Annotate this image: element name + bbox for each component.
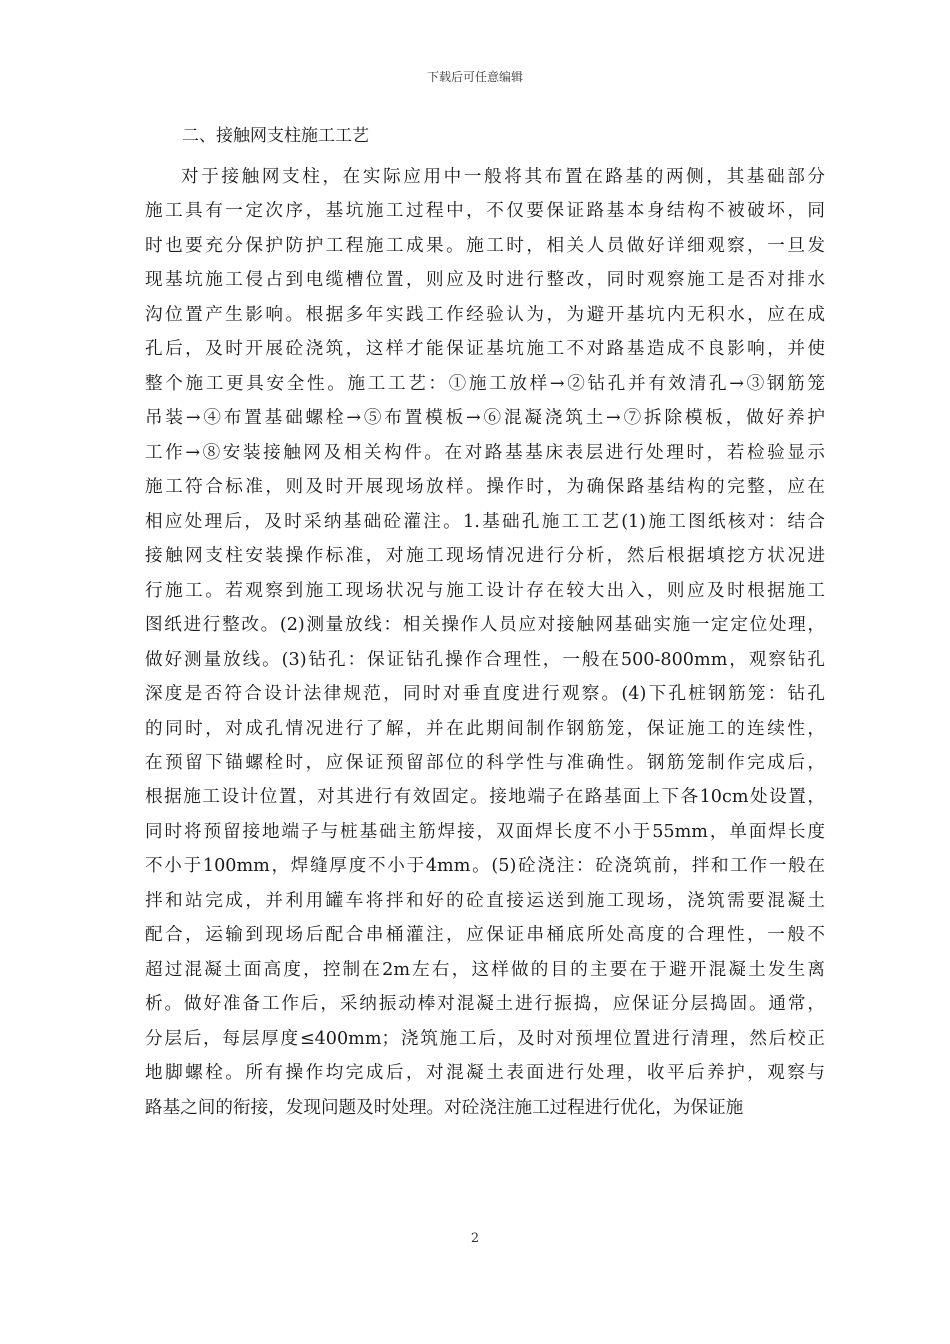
body-line: 超过混凝土面高度，控制在2m左右，这样做的目的主要在于避开混凝土发生离 <box>145 959 825 980</box>
body-line: 孔后，及时开展砼浇筑，这样才能保证基坑施工不对路基造成不良影响，并使 <box>145 339 825 360</box>
page-number: 2 <box>470 1231 480 1246</box>
body-paragraph <box>145 160 825 1125</box>
body-line: 吊装→④布置基础螺栓→⑤布置模板→⑥混凝浇筑土→⑦拆除模板，做好养护 <box>145 408 825 429</box>
body-line: 时也要充分保护防护工程施工成果。施工时，相关人员做好详细观察，一旦发 <box>145 235 825 256</box>
body-line: 配合，运输到现场后配合串桶灌注，应保证串桶底所处高度的合理性，一般不 <box>145 925 825 946</box>
body-line: 沟位置产生影响。根据多年实践工作经验认为，为避开基坑内无积水，应在成 <box>145 304 825 325</box>
body-line: 图纸进行整改。(2)测量放线：相关操作人员应对接触网基础实施一定定位处理， <box>145 615 825 636</box>
body-line: 做好测量放线。(3)钻孔：保证钻孔操作合理性，一般在500-800mm，观察钻孔 <box>145 649 825 670</box>
body-line: 地脚螺栓。所有操作均完成后，对混凝土表面进行处理，收平后养护，观察与 <box>145 1063 825 1084</box>
body-line: 路基之间的衔接，发现问题及时处理。对砼浇注施工过程进行优化，为保证施 <box>145 1097 744 1118</box>
body-line: 同时将预留接地端子与桩基础主筋焊接，双面焊长度不小于55mm，单面焊长度 <box>145 821 825 842</box>
body-line: 在预留下锚螺栓时，应保证预留部位的科学性与准确性。钢筋笼制作完成后， <box>145 752 825 773</box>
body-line: 拌和站完成，并利用罐车将拌和好的砼直接运送到施工现场，浇筑需要混凝土 <box>145 890 825 911</box>
body-line: 对于接触网支柱，在实际应用中一般将其布置在路基的两侧，其基础部分 <box>181 167 825 187</box>
body-line: 行施工。若观察到施工现场状况与施工设计存在较大出入，则应及时根据施工 <box>145 580 825 601</box>
body-line: 不小于100mm，焊缝厚度不小于4mm。(5)砼浇注：砼浇筑前，拌和工作一般在 <box>145 856 825 877</box>
section-heading: 二、接触网支柱施工工艺 <box>182 126 369 146</box>
body-line: 施工具有一定次序，基坑施工过程中，不仅要保证路基本身结构不被破坏，同 <box>145 201 825 222</box>
body-line: 析。做好准备工作后，采纳振动棒对混凝土进行振捣，应保证分层捣固。通常， <box>145 994 825 1015</box>
body-line: 根据施工设计位置，对其进行有效固定。接地端子在路基面上下各10cm处设置， <box>145 787 825 808</box>
body-line: 的同时，对成孔情况进行了解，并在此期间制作钢筋笼，保证施工的连续性， <box>145 718 825 739</box>
body-line: 分层后，每层厚度≤400mm；浇筑施工后，及时对预埋位置进行清理，然后校正 <box>145 1028 825 1049</box>
body-line: 接触网支柱安装操作标准，对施工现场情况进行分析，然后根据填挖方状况进 <box>145 546 825 567</box>
body-line: 工作→⑧安装接触网及相关构件。在对路基基床表层进行处理时，若检验显示 <box>145 442 825 463</box>
body-line: 深度是否符合设计法律规范，同时对垂直度进行观察。(4)下孔桩钢筋笼：钻孔 <box>145 684 825 705</box>
body-line: 施工符合标准，则及时开展现场放样。操作时，为确保路基结构的完整，应在 <box>145 477 825 498</box>
body-line: 相应处理后，及时采纳基础砼灌注。1.基础孔施工工艺(1)施工图纸核对：结合 <box>145 511 825 532</box>
header-note: 下载后可任意编辑 <box>426 70 523 84</box>
body-line: 现基坑施工侵占到电缆槽位置，则应及时进行整改，同时观察施工是否对排水 <box>145 270 825 291</box>
body-line: 整个施工更具安全性。施工工艺：①施工放样→②钻孔并有效清孔→③钢筋笼 <box>145 373 825 394</box>
